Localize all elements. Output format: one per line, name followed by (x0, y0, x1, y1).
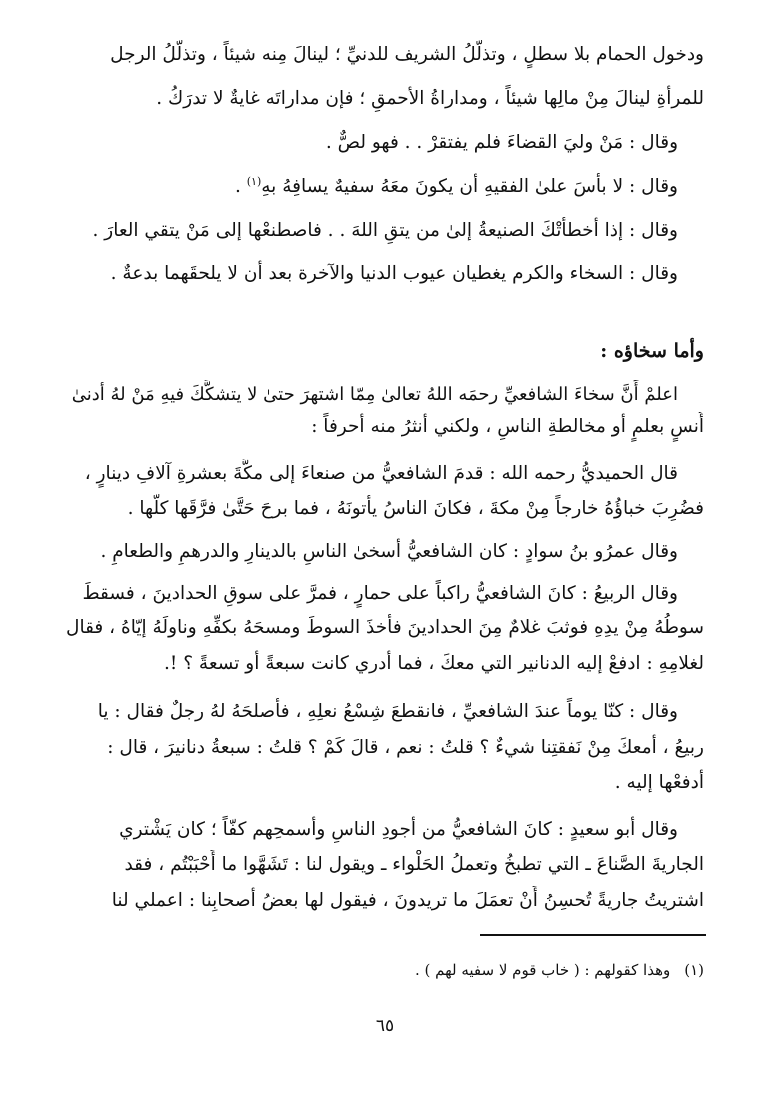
saying-line (64, 172, 704, 202)
section-heading: وأما سخاؤه : (600, 340, 704, 362)
paragraph-line: سوطُهُ مِنْ يدِهِ فوثبَ غلامٌ مِنَ الحدادينَ فأخذَ السوطَ ومسحَهُ بكفِّهِ وناولَهُ إيّاهُ ، فقال (66, 617, 704, 638)
footnote-text: وهذا كقولهم : ( خاب قوم لا سفيه لهم ) . (414, 961, 671, 979)
page-number: ٦٥ (375, 1016, 395, 1036)
paragraph-line: وقال : كنّا يوماً عندَ الشافعيِّ ، فانقطعَ شِسْعُ نعلِهِ ، فأَصلحَهُ لهُ رجلٌ فقال : يا (97, 701, 678, 722)
saying-line: وقال : مَنْ وليَ القضاءَ فلم يفتقرْ . . فهو لصٌّ . (325, 132, 678, 153)
paragraph-line: ودخول الحمام بلا سطلٍ ، وتذلُّلُ الشريف للدنيِّ ؛ لينالَ مِنه شيئاً ، وتذلُّلُ الرجل (110, 44, 704, 65)
paragraph-line: أدفعْها إليه . (614, 772, 704, 793)
paragraph-line: اعلمْ أَنَّ سخاءَ الشافعيِّ رحمَه اللهُ تعالىٰ مِمّا اشتهرَ حتىٰ لا يتشكَّكَ فيهِ مَنْ لهُ أدنىٰ (71, 384, 678, 405)
paragraph-line: للمرأةِ لينالَ مِنْ مالِها شيئاً ، ومداراةُ الأحمقِ ؛ فإن مداراتَه غايةٌ لا تدرَكُ . (156, 88, 704, 109)
footnote-number: (١) (684, 961, 704, 979)
saying-line: وقال : السخاء والكرم يغطيان عيوب الدنيا والآخرة بعد أن لا يلحقَهما بدعةٌ . (110, 263, 678, 284)
saying-line: وقال : إذا أخطأتْكَ الصنيعةُ إلىٰ من يتقِ اللهَ . . فاصطنعْها إلى مَنْ يتقي العارَ . (92, 220, 678, 241)
paragraph-line: أُنسٍ بعلمٍ أو مخالطةِ الناسِ ، ولكني أنثرُ منه أحرفاً : (311, 416, 704, 437)
footnote (64, 958, 704, 982)
paragraph-line: الجاريةَ الصَّناعَ ـ التي تطبخُ وتعملُ الحَلْواء ـ ويقول لنا : تَشَهَّوا ما أَحْبَبْتُم ، فقد (124, 854, 704, 875)
paragraph-line: قال الحميديُّ رحمه الله : قدمَ الشافعيُّ من صنعاءَ إلى مكَّةَ بعشرةِ آلافِ دينارٍ ، (84, 463, 678, 484)
saying-text: وقال : لا بأسَ علىٰ الفقيهِ أن يكونَ معَهُ سفيهٌ يسافِهُ بهِ (261, 176, 678, 197)
footnote-reference: (١) (246, 174, 262, 188)
footnote-rule (480, 934, 706, 936)
paragraph-line: فضُرِبَ خباؤُهُ خارجاً مِنْ مكةَ ، فكانَ الناسُ يأتونَهُ ، فما برحَ حَتَّىٰ فرَّقَها كلَّها . (127, 498, 704, 519)
paragraph-line: وقال عمرُو بنُ سوادٍ : كان الشافعيُّ أسخىٰ الناسِ بالدينارِ والدرهمِ والطعامِ . (100, 541, 678, 562)
paragraph-line: لغلامِهِ : ادفعْ إليه الدنانير التي معكَ ، فما أدري كانت سبعةً أو تسعةً ؟ !. (164, 653, 704, 674)
saying-end: . (234, 176, 247, 197)
paragraph-line: ربيعُ ، أمعكَ مِنْ نَفقتِنا شيءٌ ؟ قلتُ : نعم ، قالَ كَمْ ؟ قلتُ : سبعةُ دنانيرَ ، قال : (107, 737, 704, 758)
paragraph-line: وقال الربيعُ : كانَ الشافعيُّ راكباً على حمارٍ ، فمرَّ على سوقِ الحدادينَ ، فسقطَ (82, 583, 678, 604)
paragraph-line: وقال أبو سعيدٍ : كانَ الشافعيُّ من أجودِ الناسِ وأسمحِهم كفّاً ؛ كان يَشْتري (119, 819, 678, 840)
paragraph-line: اشتريتُ جاريةً تُحسِنُ أَنْ تعمَلَ ما تريدونَ ، فيقول لها بعضُ أصحابِنا : اعملي لنا (111, 890, 704, 911)
